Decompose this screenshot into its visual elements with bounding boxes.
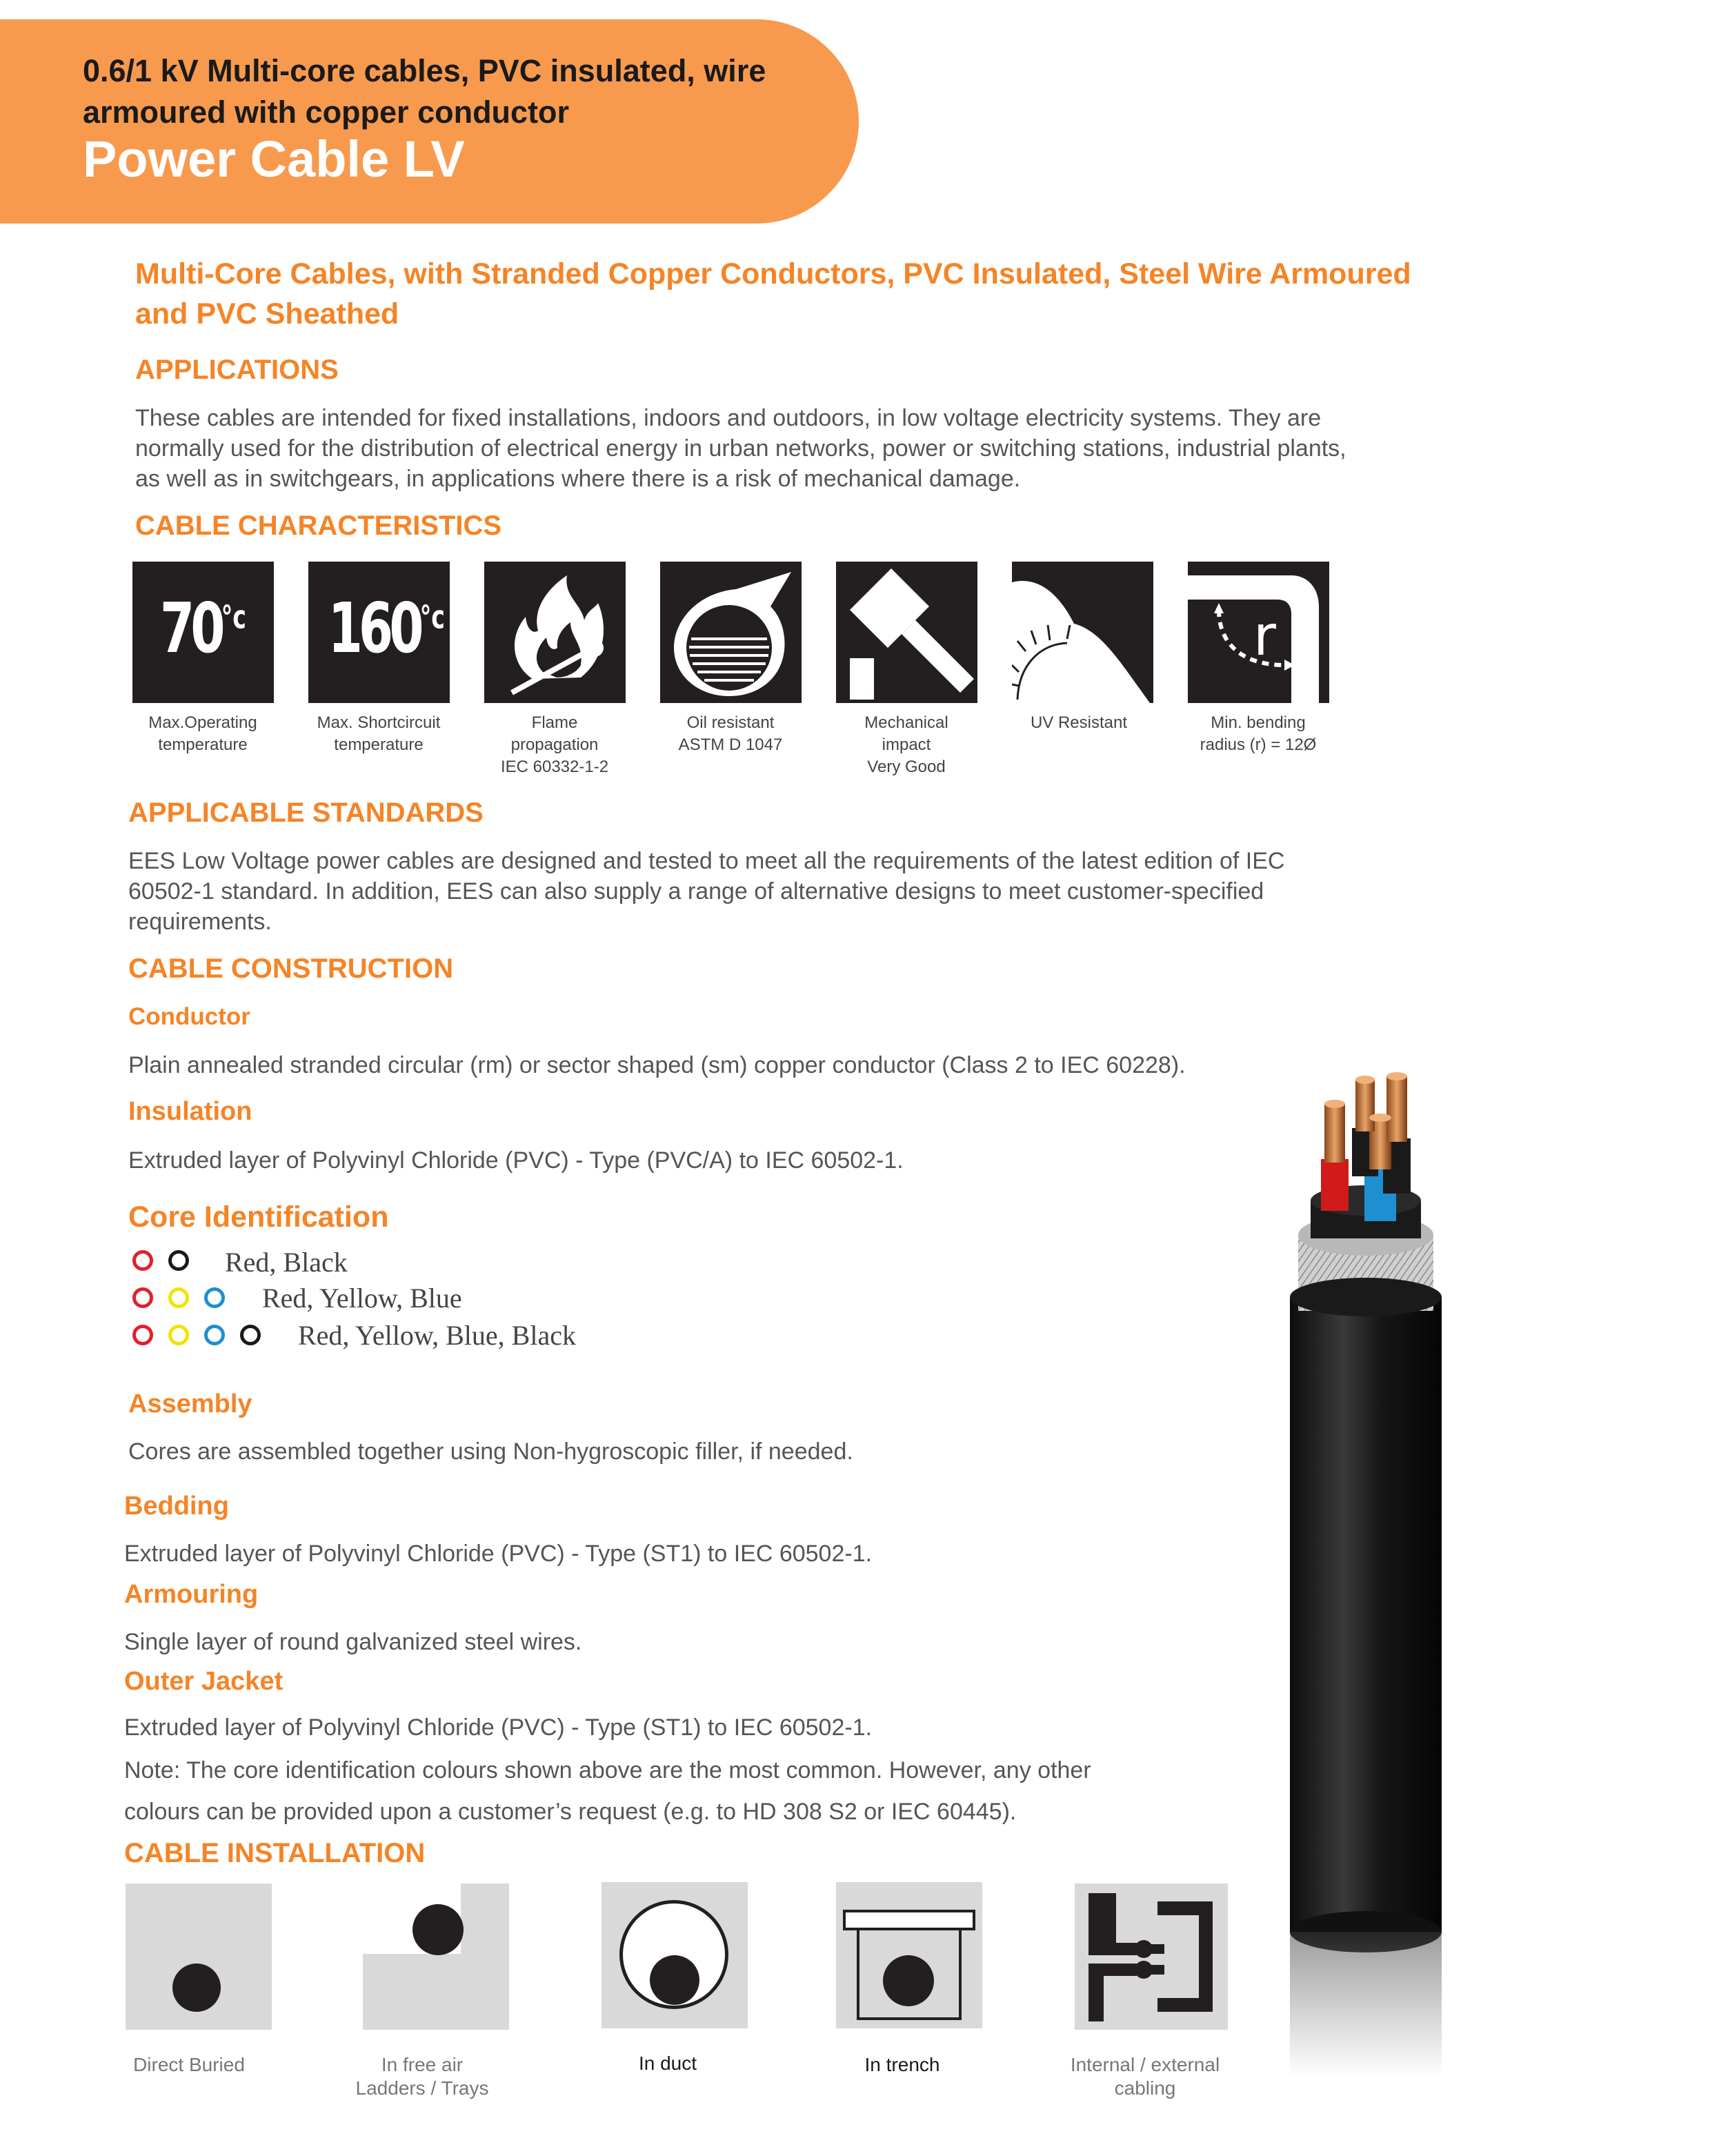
black-ring-icon [240, 1325, 261, 1345]
applications-text-line-1: These cables are intended for fixed installations, indoors and outdoors, in low voltage electricity systems. They are [135, 405, 1322, 431]
char-caption-operating-temp: Max.Operating temperature [148, 713, 257, 754]
install-caption-free-air: In free air Ladders / Trays [355, 2054, 489, 2099]
direct-buried-icon [126, 1883, 272, 2030]
note-line-1: Note: The core identification colours shown above are the most common. However, any other [124, 1757, 1091, 1783]
char-caption-shortcircuit-temp: Max. Shortcircuit temperature [317, 713, 441, 754]
applications-text-line-2: normally used for the distribution of electrical energy in urban networks, power or switching stations, industrial plants, [135, 435, 1346, 462]
install-caption-cabling: Internal / external cabling [1070, 2054, 1220, 2099]
char-caption-oil: Oil resistant ASTM D 1047 [678, 713, 783, 754]
construction-heading: CABLE CONSTRUCTION [128, 953, 454, 984]
conductor-heading: Conductor [128, 1003, 250, 1030]
lead-line-2: and PVC Sheathed [135, 297, 399, 330]
assembly-text: Cores are assembled together using Non-hygroscopic filler, if needed. [128, 1438, 853, 1465]
char-caption-bending: Min. bending radius (r) = 12Ø [1200, 713, 1317, 754]
black-ring-icon [168, 1250, 189, 1271]
red-ring-icon [132, 1287, 153, 1308]
install-caption-trench: In trench [864, 2054, 940, 2075]
core-row-2-label: Red, Yellow, Blue [262, 1283, 462, 1314]
armouring-text: Single layer of round galvanized steel wires. [124, 1629, 582, 1655]
bedding-heading: Bedding [124, 1492, 229, 1521]
header-subtitle-line-1: 0.6/1 kV Multi-core cables, PVC insulated, wire [83, 53, 766, 88]
blue-ring-icon [204, 1325, 225, 1345]
armouring-heading: Armouring [124, 1580, 259, 1609]
conductor-text: Plain annealed stranded circular (rm) or sector shaped (sm) copper conductor (Class 2 to IEC 60228). [128, 1052, 1186, 1078]
outer-jacket-heading: Outer Jacket [124, 1667, 284, 1696]
char-caption-uv: UV Resistant [1030, 713, 1128, 732]
trench-icon [836, 1882, 982, 2028]
temperature-70-icon: $70^{^\circ c}$ [132, 562, 274, 703]
installation-heading: CABLE INSTALLATION [124, 1838, 426, 1868]
core-identification-heading: Core Identification [128, 1200, 389, 1234]
outer-jacket-text: Extruded layer of Polyvinyl Chloride (PVC) - Type (ST1) to IEC 60502-1. [124, 1714, 873, 1741]
standards-text-line-1: EES Low Voltage power cables are designed and tested to meet all the requirements of the latest edition of IEC [128, 848, 1285, 874]
blue-ring-icon [204, 1287, 225, 1308]
header-subtitle-line-2: armoured with copper conductor [83, 95, 570, 130]
char-caption-mechanical: Mechanical impact Very Good [864, 713, 948, 776]
install-caption-duct: In duct [638, 2053, 697, 2074]
note-line-2: colours can be provided upon a customer’s request (e.g. to HD 308 S2 or IEC 60445). [124, 1799, 1017, 1825]
lead-line-1: Multi-Core Cables, with Stranded Copper Conductors, PVC Insulated, Steel Wire Armoured [135, 257, 1411, 290]
applications-heading: APPLICATIONS [135, 355, 339, 385]
bedding-text: Extruded layer of Polyvinyl Chloride (PVC) - Type (ST1) to IEC 60502-1. [124, 1541, 873, 1567]
free-air-icon [363, 1883, 509, 2030]
standards-text-line-3: requirements. [128, 909, 272, 935]
red-ring-icon [132, 1250, 153, 1271]
cable-product-image [1242, 1062, 1449, 2077]
standards-heading: APPLICABLE STANDARDS [128, 798, 484, 828]
assembly-heading: Assembly [128, 1389, 252, 1418]
core-row-1-label: Red, Black [225, 1247, 348, 1278]
flame-icon [484, 562, 626, 703]
insulation-text: Extruded layer of Polyvinyl Chloride (PVC) - Type (PVC/A) to IEC 60502-1. [128, 1147, 904, 1174]
applications-text-line-3: as well as in switchgears, in applications where there is a risk of mechanical damage. [135, 466, 1021, 492]
sun-uv-icon [1012, 562, 1153, 703]
temperature-160-icon: $160^{^\circ c}$ [308, 562, 450, 703]
cabling-icon [1075, 1883, 1228, 2030]
hammer-icon [836, 562, 977, 703]
red-ring-icon [132, 1325, 153, 1345]
install-caption-direct-buried: Direct Buried [133, 2054, 245, 2075]
char-caption-flame: Flame propagation IEC 60332-1-2 [500, 713, 609, 776]
bending-radius-icon [1188, 562, 1329, 703]
oil-drop-icon [660, 562, 802, 703]
insulation-heading: Insulation [128, 1097, 252, 1126]
yellow-ring-icon [168, 1325, 189, 1345]
core-row-3-label: Red, Yellow, Blue, Black [298, 1320, 576, 1351]
page-title: Power Cable LV [83, 130, 465, 188]
yellow-ring-icon [168, 1287, 189, 1308]
duct-icon [602, 1882, 748, 2028]
standards-text-line-2: 60502-1 standard. In addition, EES can also supply a range of alternative designs to meet customer-specified [128, 878, 1264, 904]
characteristics-heading: CABLE CHARACTERISTICS [135, 511, 502, 541]
svg-text:r: r [1253, 604, 1276, 668]
